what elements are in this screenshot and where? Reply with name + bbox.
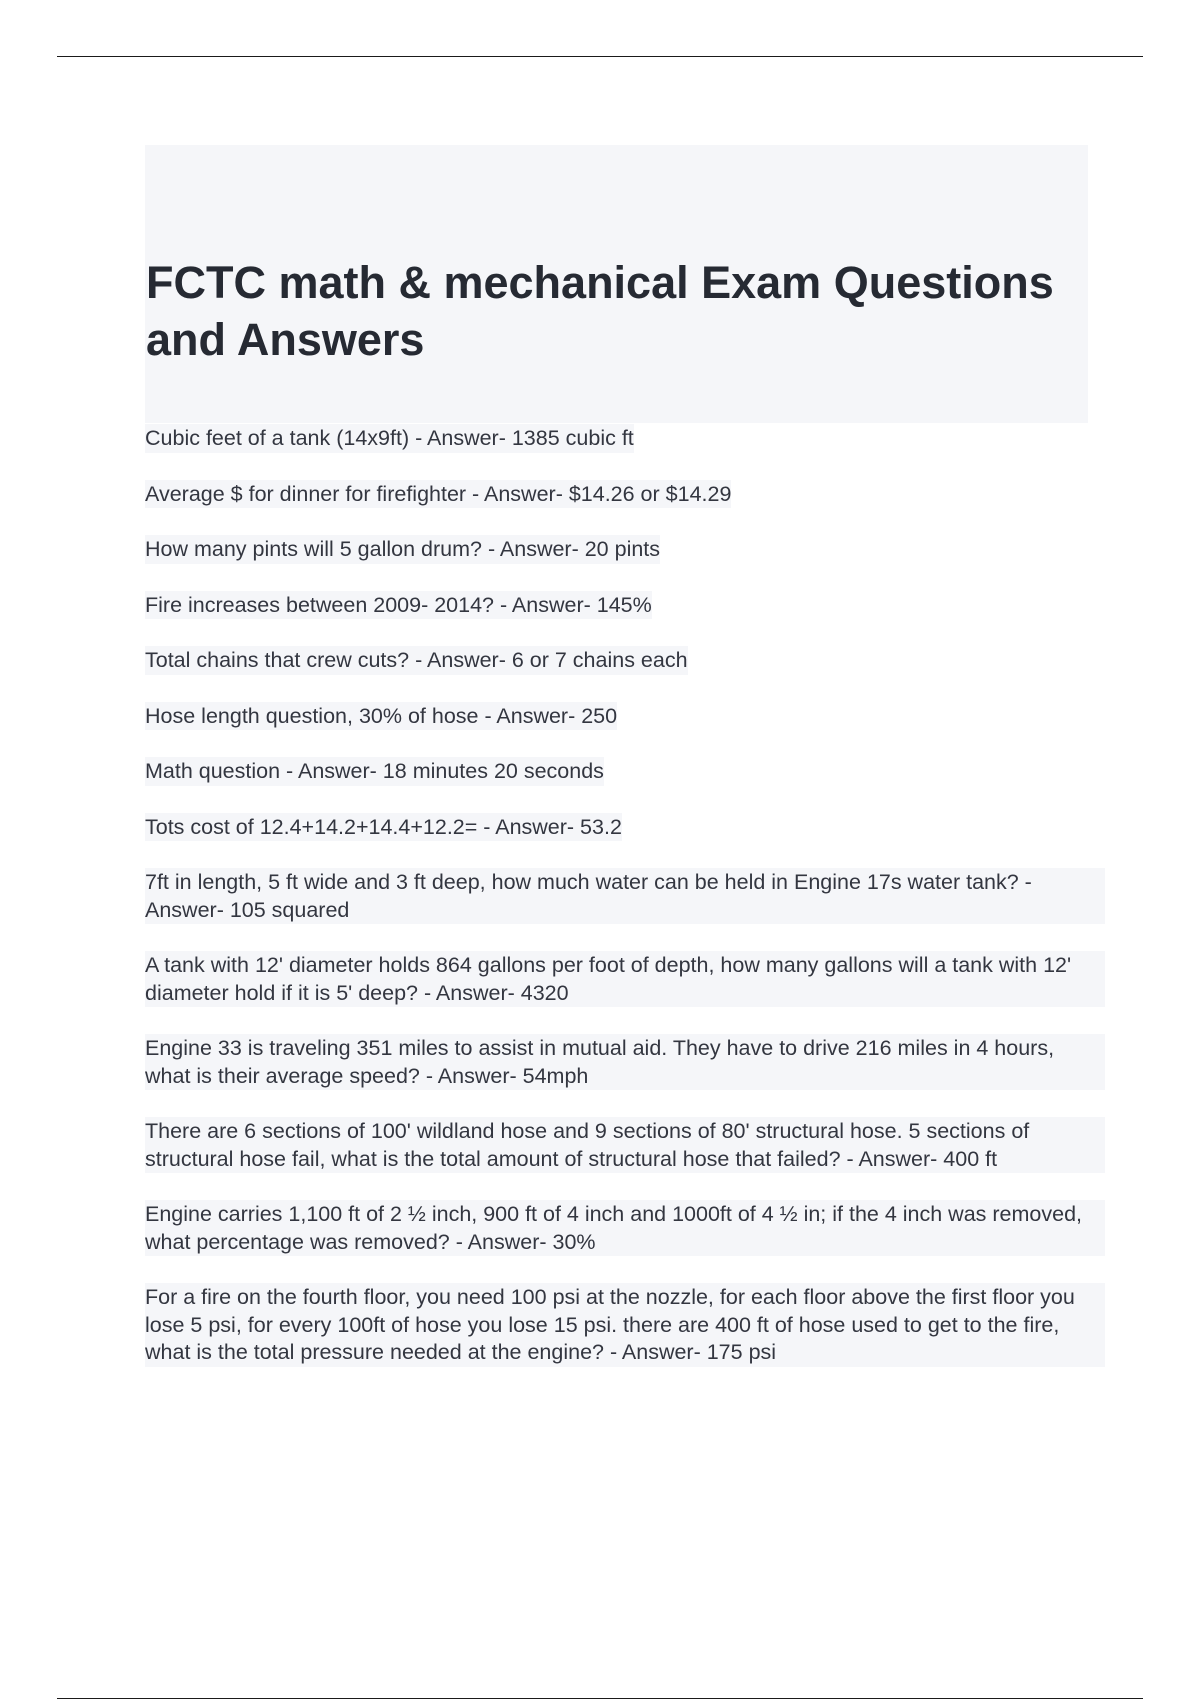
- qa-item: Engine carries 1,100 ft of 2 ½ inch, 900 ft of 4 inch and 1000ft of 4 ½ in; if the 4 inch was removed, what percentage was removed? - Answer- 30%: [145, 1200, 1105, 1256]
- top-rule: [57, 56, 1143, 57]
- qa-item: A tank with 12' diameter holds 864 gallons per foot of depth, how many gallons will a tank with 12' diameter hold if it is 5' deep? - Answer- 4320: [145, 951, 1105, 1007]
- bottom-rule: [57, 1698, 1143, 1699]
- document-title: FCTC math & mechanical Exam Questions and Answers: [146, 257, 1054, 365]
- qa-item: There are 6 sections of 100' wildland hose and 9 sections of 80' structural hose. 5 sections of structural hose fail, what is the total amount of structural hose that failed? - Answer- 400 ft: [145, 1117, 1105, 1173]
- qa-item: Hose length question, 30% of hose - Answer- 250: [145, 702, 617, 731]
- qa-item: Math question - Answer- 18 minutes 20 seconds: [145, 757, 604, 786]
- qa-item: Average $ for dinner for firefighter - Answer- $14.26 or $14.29: [145, 480, 731, 509]
- qa-item: How many pints will 5 gallon drum? - Answer- 20 pints: [145, 535, 660, 564]
- qa-item: For a fire on the fourth floor, you need 100 psi at the nozzle, for each floor above the first floor you lose 5 psi, for every 100ft of hose you lose 15 psi. there are 400 ft of hose used to get to the fire, what is the total pressure needed at the engine? - Answer- 175 psi: [145, 1283, 1105, 1367]
- qa-item: Fire increases between 2009- 2014? - Answer- 145%: [145, 591, 652, 620]
- qa-item: Engine 33 is traveling 351 miles to assist in mutual aid. They have to drive 216 miles in 4 hours, what is their average speed? - Answer- 54mph: [145, 1034, 1105, 1090]
- qa-item: Tots cost of 12.4+14.2+14.4+12.2= - Answer- 53.2: [145, 813, 622, 842]
- qa-item: Total chains that crew cuts? - Answer- 6 or 7 chains each: [145, 646, 688, 675]
- qa-list: [145, 424, 1105, 1367]
- qa-item: 7ft in length, 5 ft wide and 3 ft deep, how much water can be held in Engine 17s water tank? - Answer- 105 squared: [145, 868, 1105, 924]
- qa-item: Cubic feet of a tank (14x9ft) - Answer- 1385 cubic ft: [145, 424, 634, 453]
